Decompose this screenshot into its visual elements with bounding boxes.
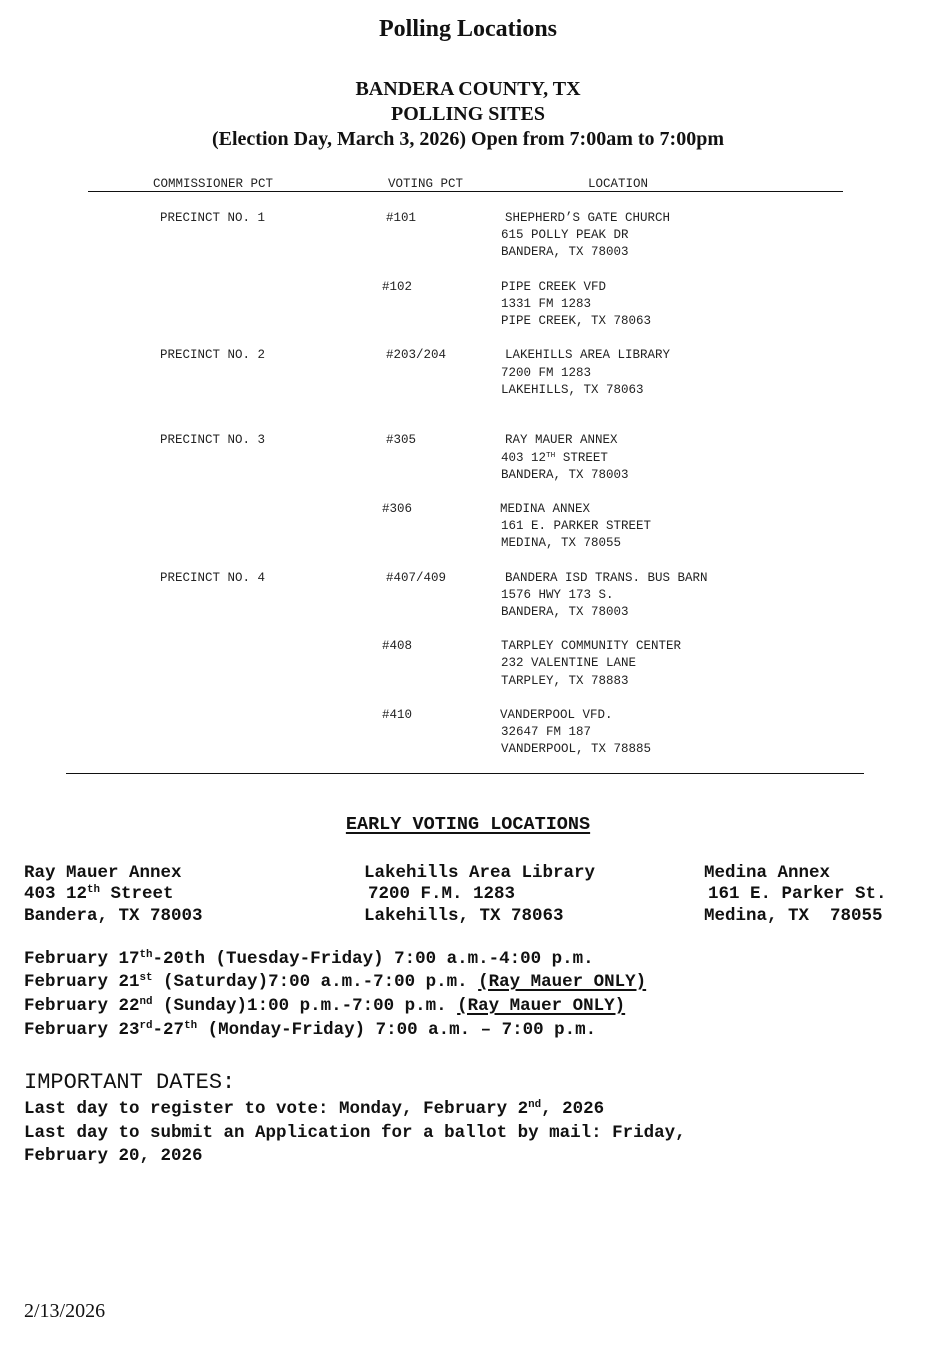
precinct-label: PRECINCT NO. 2	[160, 348, 266, 362]
voting-pct: #306	[382, 502, 413, 516]
sites-subheading: POLLING SITES	[391, 103, 545, 125]
election-day-line: (Election Day, March 3, 2026) Open from 7:00am to 7:00pm	[212, 128, 724, 150]
voting-pct: #203/204	[386, 348, 447, 362]
location-name: RAY MAUER ANNEX	[505, 433, 618, 447]
early-location-city: Bandera, TX 78003	[24, 906, 203, 926]
page-title: Polling Locations	[378, 16, 558, 42]
early-location-city: Lakehills, TX 78063	[364, 906, 564, 926]
header-rule	[88, 191, 843, 192]
voting-pct: #408	[382, 639, 413, 653]
location-address: 1576 HWY 173 S.	[501, 588, 614, 602]
header-commissioner-pct: COMMISSIONER PCT	[153, 177, 274, 191]
ray-mauer-only-note: (Ray Mauer ONLY)	[457, 996, 626, 1016]
mail-ballot-deadline: Last day to submit an Application for a ballot by mail: Friday,	[24, 1123, 686, 1143]
location-address: 1331 FM 1283	[501, 297, 592, 311]
ray-mauer-only-note: (Ray Mauer ONLY)	[478, 972, 647, 992]
location-name: PIPE CREEK VFD	[501, 280, 607, 294]
location-city: BANDERA, TX 78003	[501, 605, 629, 619]
location-address: 32647 FM 187	[501, 725, 592, 739]
early-location-address: 7200 F.M. 1283	[368, 884, 516, 904]
voting-pct: #102	[382, 280, 413, 294]
schedule-line: February 23rd-27th (Monday-Friday) 7:00 a.m. – 7:00 p.m.	[24, 1020, 597, 1040]
location-city: MEDINA, TX 78055	[501, 536, 622, 550]
precinct-label: PRECINCT NO. 4	[160, 571, 266, 585]
precinct-label: PRECINCT NO. 1	[160, 211, 266, 225]
location-address: 403 12TH STREET	[501, 451, 608, 465]
document-date: 2/13/2026	[24, 1300, 106, 1322]
location-name: BANDERA ISD TRANS. BUS BARN	[505, 571, 708, 585]
important-dates-heading: IMPORTANT DATES:	[24, 1070, 236, 1095]
early-location-name: Medina Annex	[704, 863, 831, 883]
early-location-address: 161 E. Parker St.	[708, 884, 887, 904]
location-name: TARPLEY COMMUNITY CENTER	[501, 639, 682, 653]
voting-pct: #407/409	[386, 571, 447, 585]
precinct-label: PRECINCT NO. 3	[160, 433, 266, 447]
mail-ballot-deadline-date: February 20, 2026	[24, 1146, 203, 1166]
location-address: 7200 FM 1283	[501, 366, 592, 380]
location-city: LAKEHILLS, TX 78063	[501, 383, 644, 397]
location-city: PIPE CREEK, TX 78063	[501, 314, 652, 328]
header-location: LOCATION	[588, 177, 649, 191]
early-location-city: Medina, TX 78055	[704, 906, 883, 926]
early-voting-heading: EARLY VOTING LOCATIONS	[345, 814, 591, 835]
location-city: VANDERPOOL, TX 78885	[501, 742, 652, 756]
early-location-address: 403 12th Street	[24, 884, 174, 904]
location-name: SHEPHERD’S GATE CHURCH	[505, 211, 671, 225]
voting-pct: #410	[382, 708, 413, 722]
register-deadline: Last day to register to vote: Monday, February 2nd, 2026	[24, 1099, 605, 1119]
location-name: VANDERPOOL VFD.	[500, 708, 613, 722]
county-heading: BANDERA COUNTY, TX	[355, 78, 581, 100]
location-city: TARPLEY, TX 78883	[501, 674, 629, 688]
location-name: LAKEHILLS AREA LIBRARY	[505, 348, 671, 362]
table-bottom-rule	[66, 773, 864, 774]
location-city: BANDERA, TX 78003	[501, 468, 629, 482]
schedule-line: February 17th-20th (Tuesday-Friday) 7:00 a.m.-4:00 p.m.	[24, 949, 594, 969]
location-address: 161 E. PARKER STREET	[501, 519, 652, 533]
location-address: 232 VALENTINE LANE	[501, 656, 637, 670]
early-location-name: Lakehills Area Library	[364, 863, 596, 883]
location-address: 615 POLLY PEAK DR	[501, 228, 629, 242]
voting-pct: #101	[386, 211, 417, 225]
early-location-name: Ray Mauer Annex	[24, 863, 182, 883]
voting-pct: #305	[386, 433, 417, 447]
schedule-line: February 22nd (Sunday)1:00 p.m.-7:00 p.m. (Ray Mauer ONLY)	[24, 996, 626, 1016]
location-name: MEDINA ANNEX	[500, 502, 591, 516]
location-city: BANDERA, TX 78003	[501, 245, 629, 259]
schedule-line: February 21st (Saturday)7:00 a.m.-7:00 p.m. (Ray Mauer ONLY)	[24, 972, 647, 992]
header-voting-pct: VOTING PCT	[388, 177, 464, 191]
